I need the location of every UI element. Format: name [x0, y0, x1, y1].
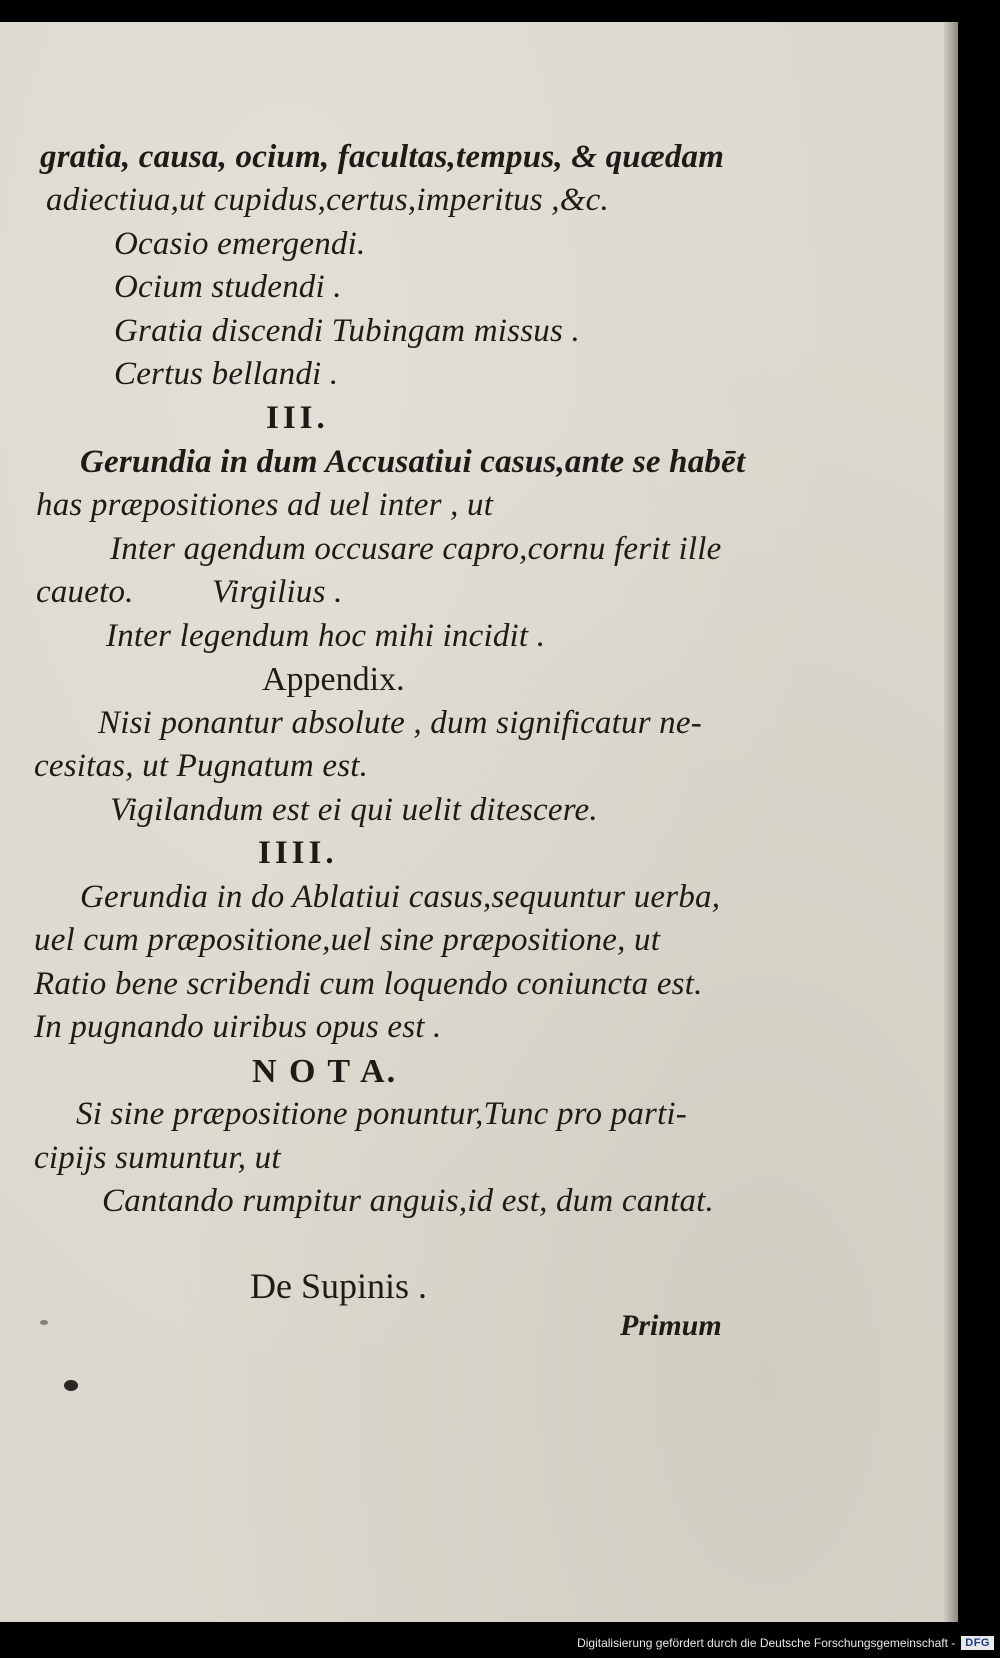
text-line: Si sine præpositione ponuntur,Tunc pro parti- [76, 1096, 687, 1132]
section-number: IIII. [258, 835, 338, 871]
text-line: Inter agendum occusare capro,cornu ferit ille [110, 531, 722, 567]
text-line: Cantando rumpitur anguis,id est, dum cantat. [102, 1183, 714, 1219]
text-line: Ocium studendi . [114, 269, 342, 305]
text-line: Inter legendum hoc mihi incidit . [106, 618, 546, 654]
section-number: III. [266, 400, 329, 436]
book-page [0, 22, 958, 1622]
text-line: Ocasio emergendi. [114, 226, 366, 262]
catchword: Primum [620, 1309, 722, 1342]
dfg-logo: DFG [961, 1636, 994, 1650]
text-line: Gerundia in do Ablatiui casus,sequuntur uerba, [80, 879, 721, 915]
text-line: gratia, causa, ocium, facultas,tempus, & quædam [40, 139, 725, 175]
nota-heading: N O T A. [252, 1053, 398, 1090]
text-line: has præpositiones ad uel inter , ut [36, 487, 494, 523]
text-line: adiectiua,ut cupidus,certus,imperitus ,&c. [46, 182, 609, 218]
text-line: Ratio bene scribendi cum loquendo coniuncta est. [34, 966, 703, 1002]
text-line: Gratia discendi Tubingam missus . [114, 313, 580, 349]
text-line: Vigilandum est ei qui uelit ditescere. [110, 792, 598, 828]
ink-blot [40, 1320, 48, 1325]
text-line: Virgilius . [212, 574, 343, 610]
text-line: cesitas, ut Pugnatum est. [34, 748, 369, 784]
section-heading: Appendix. [262, 661, 405, 698]
text-line: Nisi ponantur absolute , dum significatur ne- [98, 705, 702, 741]
page-edge-shadow [944, 22, 958, 1622]
text-line: uel cum præpositione,uel sine præpositione, ut [34, 922, 661, 958]
text-line: caueto. [36, 574, 134, 610]
text-line: In pugnando uiribus opus est . [34, 1009, 442, 1045]
text-line: Certus bellandi . [114, 356, 339, 392]
text-line: cipijs sumuntur, ut [34, 1140, 281, 1176]
section-title: De Supinis . [250, 1266, 428, 1306]
footer-text: Digitalisierung gefördert durch die Deutsche Forschungsgemeinschaft - [577, 1636, 956, 1650]
ink-blot [64, 1380, 78, 1391]
digitization-footer [577, 1632, 1000, 1654]
text-line: Gerundia in dum Accusatiui casus,ante se habēt [80, 444, 746, 480]
